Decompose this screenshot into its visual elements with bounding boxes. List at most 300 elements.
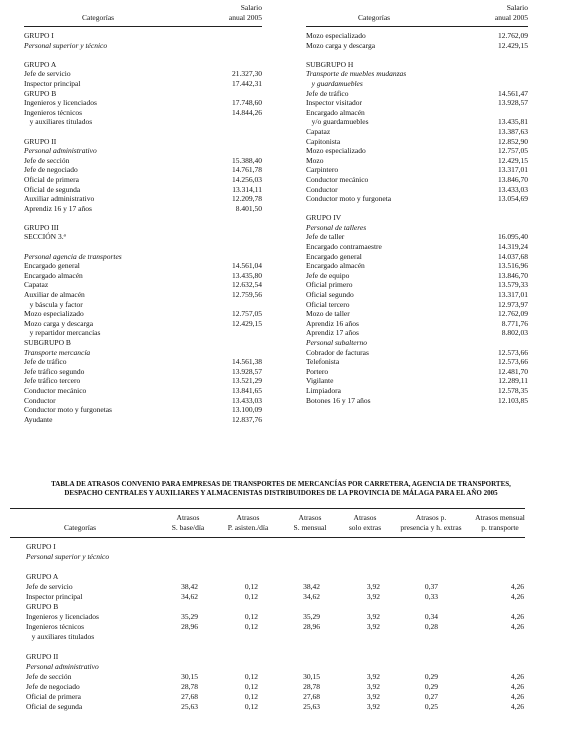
atrasos-value: 0,12	[244, 622, 258, 631]
table-row	[24, 213, 262, 223]
atrasos-value: 38,42	[181, 582, 198, 591]
salary-value: 13.317,01	[498, 290, 528, 300]
category-label: Transporte mercancía	[24, 347, 91, 357]
salary-value: 8.802,03	[501, 328, 528, 338]
table-row	[306, 213, 528, 223]
salary-value: 13.433,03	[498, 184, 528, 194]
table-row	[306, 165, 528, 175]
salary-value: 13.435,80	[232, 270, 262, 280]
atrasos-header-line: S. mensual	[293, 522, 327, 532]
category-label: Inspector principal	[26, 592, 83, 601]
category-label: GRUPO IV	[306, 213, 342, 223]
table-row	[10, 702, 525, 712]
table-row	[306, 309, 528, 319]
atrasos-table-header	[10, 508, 525, 538]
table-row	[24, 204, 262, 214]
atrasos-value: 4,26	[510, 682, 524, 691]
category-label: Inspector visitador	[306, 98, 363, 108]
category-label: y repartidor mercancías	[24, 328, 101, 338]
atrasos-value: 35,29	[181, 612, 198, 621]
left-table-body	[24, 27, 262, 424]
table-row	[24, 232, 262, 242]
table-row	[24, 319, 262, 329]
category-label: Conductor moto y furgonetas	[24, 405, 112, 415]
atrasos-header-cell	[470, 513, 530, 532]
category-label: Auxiliar de almacén	[24, 290, 85, 300]
table-row	[306, 252, 528, 262]
atrasos-header-cell	[218, 513, 278, 532]
category-label: SUBGRUPO H	[306, 59, 354, 69]
atrasos-value: 28,78	[181, 682, 198, 691]
table-row	[306, 290, 528, 300]
table-row	[24, 261, 262, 271]
category-label: Personal administrativo	[24, 146, 97, 156]
category-label: Ingenieros y licenciados	[26, 612, 99, 621]
salary-value: 13.100,09	[232, 405, 262, 415]
category-label: Personal superior y técnico	[26, 552, 110, 561]
category-label: Oficial de primera	[24, 174, 79, 184]
right-header-categorias: Categorías	[358, 13, 391, 23]
atrasos-header-line: solo extras	[348, 522, 382, 532]
table-row	[306, 117, 528, 127]
table-row	[306, 232, 528, 242]
table-row	[24, 271, 262, 281]
salary-value: 12.578,35	[498, 385, 528, 395]
salary-value: 13.846,70	[498, 174, 528, 184]
table-row	[306, 396, 528, 406]
salary-value: 12.757,05	[498, 146, 528, 156]
left-table-header	[24, 0, 262, 27]
category-label: y/o guardamuebles	[306, 117, 369, 127]
salary-value: 12.632,54	[232, 280, 262, 290]
category-label: Jefe de negociado	[24, 165, 78, 175]
table-row	[24, 69, 262, 79]
table-row	[24, 156, 262, 166]
table-row	[10, 562, 525, 572]
category-label: Portero	[306, 366, 329, 376]
table-row	[306, 175, 528, 185]
atrasos-header-cell	[395, 513, 467, 532]
table-row	[24, 348, 262, 358]
table-row	[306, 127, 528, 137]
table-row	[306, 223, 528, 233]
atrasos-value: 38,42	[303, 582, 320, 591]
table-row	[306, 137, 528, 147]
table-row	[24, 280, 262, 290]
atrasos-value: 28,78	[303, 682, 320, 691]
left-header-salario-l1: Salario	[240, 3, 262, 12]
table-row	[10, 582, 525, 592]
category-label: Vigilante	[306, 376, 334, 386]
category-label: Jefe de negociado	[26, 682, 80, 691]
atrasos-value: 25,63	[303, 702, 320, 711]
category-label: Encargado almacén	[306, 261, 365, 271]
table-row	[306, 89, 528, 99]
table-row	[10, 592, 525, 602]
table-row	[10, 552, 525, 562]
table-row	[306, 242, 528, 252]
category-label: Auxiliar administrativo	[24, 194, 95, 204]
category-label: Jefe tráfico tercero	[24, 376, 81, 386]
salary-value: 8.401,50	[235, 203, 262, 213]
left-header-salario	[229, 3, 262, 22]
atrasos-value: 4,26	[510, 592, 524, 601]
category-label: Oficial de segunda	[26, 702, 83, 711]
salary-value: 14.561,04	[232, 261, 262, 271]
category-label: GRUPO I	[26, 542, 56, 551]
table-row	[306, 79, 528, 89]
salary-value: 14.256,03	[232, 174, 262, 184]
table-row	[306, 50, 528, 60]
table-row	[306, 271, 528, 281]
atrasos-value: 0,33	[424, 592, 438, 601]
table-row	[306, 376, 528, 386]
salary-value: 13.928,57	[498, 98, 528, 108]
table-row	[10, 602, 525, 612]
table-row	[306, 69, 528, 79]
salary-value: 13.846,70	[498, 270, 528, 280]
salary-value: 14.761,78	[232, 165, 262, 175]
salary-value: 12.757,05	[232, 309, 262, 319]
category-label: GRUPO B	[26, 602, 59, 611]
category-label: GRUPO II	[24, 136, 57, 146]
table-row	[306, 367, 528, 377]
category-label: Jefe de tráfico	[24, 357, 67, 367]
category-label: Carpintero	[306, 165, 339, 175]
table-row	[10, 652, 525, 662]
salary-value: 13.516,96	[498, 261, 528, 271]
atrasos-header-line: Atrasos	[298, 513, 322, 522]
salary-value: 14.037,68	[498, 251, 528, 261]
left-header-categorias: Categorías	[82, 13, 115, 23]
salary-value: 12.429,15	[498, 40, 528, 50]
salary-value: 12.209,78	[232, 194, 262, 204]
category-label: Personal administrativo	[26, 662, 99, 671]
salary-value: 12.103,85	[498, 395, 528, 405]
category-label: Jefe de equipo	[306, 270, 350, 280]
category-label: Inspector principal	[24, 78, 81, 88]
category-label: Encargado almacén	[24, 270, 83, 280]
salary-value: 13.435,81	[498, 117, 528, 127]
salary-value: 17.442,31	[232, 78, 262, 88]
table-row	[306, 328, 528, 338]
table-row	[10, 572, 525, 582]
table-row	[306, 338, 528, 348]
atrasos-value: 4,26	[510, 692, 524, 701]
salary-value: 12.852,90	[498, 136, 528, 146]
atrasos-value: 4,26	[510, 612, 524, 621]
title-line-1: TABLA DE ATRASOS CONVENIO PARA EMPRESAS DE TRANSPORTES DE MERCANCÍAS POR CARRETERA, AGENCIA DE TRANSPORTES,	[51, 480, 511, 488]
category-label: Conductor	[306, 184, 338, 194]
atrasos-header-cell	[340, 513, 390, 532]
atrasos-value: 34,62	[181, 592, 198, 601]
category-label: Capataz	[24, 280, 49, 290]
atrasos-value: 3,92	[366, 612, 380, 621]
salary-value: 12.481,70	[498, 366, 528, 376]
table-row	[24, 137, 262, 147]
category-label: Mozo especializado	[306, 31, 366, 40]
salary-value: 12.289,11	[498, 376, 528, 386]
category-label: Encargado almacén	[306, 107, 365, 117]
category-label: Mozo especializado	[306, 146, 366, 156]
category-label: y báscula y factor	[24, 299, 83, 309]
salary-value: 14.561,38	[232, 357, 262, 367]
atrasos-value: 0,28	[424, 622, 438, 631]
table-row	[306, 41, 528, 51]
atrasos-value: 27,68	[181, 692, 198, 701]
atrasos-value: 3,92	[366, 702, 380, 711]
category-label: Jefe de servicio	[26, 582, 73, 591]
table-row	[306, 386, 528, 396]
table-row	[24, 405, 262, 415]
category-label: y guardamuebles	[306, 78, 363, 88]
table-row	[306, 60, 528, 70]
right-header-salario	[495, 3, 528, 22]
table-row	[306, 146, 528, 156]
salary-value: 13.841,65	[232, 385, 262, 395]
category-label: GRUPO A	[26, 572, 59, 581]
atrasos-value: 3,92	[366, 672, 380, 681]
category-label: Jefe tráfico segundo	[24, 366, 85, 376]
atrasos-header-line: Atrasos	[176, 513, 200, 522]
atrasos-value: 4,26	[510, 672, 524, 681]
table-row	[306, 156, 528, 166]
table-row	[10, 692, 525, 702]
atrasos-header-line: p. transporte	[481, 522, 519, 532]
table-row	[24, 396, 262, 406]
atrasos-value: 3,92	[366, 622, 380, 631]
table-row	[24, 127, 262, 137]
category-label: Conductor moto y furgoneta	[306, 194, 392, 204]
category-label: Ingenieros técnicos	[24, 107, 83, 117]
salary-value: 12.837,76	[232, 414, 262, 424]
table-row	[24, 79, 262, 89]
table-row	[306, 98, 528, 108]
category-label: GRUPO III	[24, 222, 59, 232]
right-table-header	[306, 0, 528, 27]
table-row	[24, 357, 262, 367]
table-row	[24, 108, 262, 118]
salary-value: 12.759,56	[232, 290, 262, 300]
atrasos-value: 3,92	[366, 592, 380, 601]
atrasos-value: 0,12	[244, 702, 258, 711]
category-label: Encargado general	[24, 261, 80, 271]
atrasos-value: 0,12	[244, 692, 258, 701]
table-row	[10, 672, 525, 682]
table-row	[24, 415, 262, 425]
atrasos-value: 0,12	[244, 672, 258, 681]
salary-value: 12.973,97	[498, 299, 528, 309]
salary-value: 8.771,76	[501, 318, 528, 328]
category-label: Personal subalterno	[306, 338, 368, 347]
table-row	[306, 194, 528, 204]
atrasos-value: 30,15	[303, 672, 320, 681]
atrasos-header-cell	[30, 523, 130, 533]
atrasos-value: 28,96	[181, 622, 198, 631]
category-label: y auxiliares titulados	[26, 632, 95, 641]
table-row	[10, 682, 525, 692]
category-label: Limpiadora	[306, 385, 341, 395]
salary-value: 21.327,30	[232, 69, 262, 79]
category-label: Aprendiz 16 años	[306, 318, 359, 328]
salary-value: 13.317,01	[498, 165, 528, 175]
atrasos-value: 0,12	[244, 612, 258, 621]
atrasos-header-line: Atrasos mensual	[475, 513, 525, 522]
table-row	[10, 612, 525, 622]
atrasos-value: 28,96	[303, 622, 320, 631]
salary-value: 14.844,26	[232, 107, 262, 117]
table-row	[306, 348, 528, 358]
category-label: Transporte de muebles mudanzas	[306, 69, 407, 79]
right-header-salario-l1: Salario	[506, 3, 528, 12]
category-label: Conductor mecánico	[306, 174, 369, 184]
atrasos-header-line: Atrasos	[236, 513, 260, 522]
left-salary-table	[24, 0, 262, 424]
salary-value: 17.748,60	[232, 98, 262, 108]
salary-value: 13.314,11	[232, 184, 262, 194]
salary-value: 15.388,40	[232, 155, 262, 165]
table-row	[306, 185, 528, 195]
category-label: Ayudante	[24, 414, 53, 424]
category-label: SUBGRUPO B	[24, 338, 71, 347]
salary-value: 12.762,09	[498, 309, 528, 319]
table-row	[10, 632, 525, 642]
table-row	[24, 376, 262, 386]
category-label: Mozo carga y descarga	[306, 40, 376, 50]
category-label: Oficial tercero	[306, 299, 350, 309]
table-row	[10, 662, 525, 672]
table-row	[306, 108, 528, 118]
table-row	[24, 367, 262, 377]
table-row	[24, 60, 262, 70]
left-header-salario-l2: anual 2005	[228, 12, 262, 22]
category-label: Mozo	[306, 155, 324, 165]
category-label: Oficial de segunda	[24, 184, 81, 194]
atrasos-header-line: Atrasos p.	[415, 513, 447, 522]
atrasos-header-line: S. base/día	[171, 522, 205, 532]
category-label: Jefe de sección	[26, 672, 72, 681]
atrasos-value: 4,26	[510, 582, 524, 591]
category-label: Encargado general	[306, 251, 362, 261]
atrasos-header-line: Categorías	[63, 523, 97, 532]
table-row	[24, 165, 262, 175]
right-salary-table	[306, 0, 528, 405]
category-label: Oficial de primera	[26, 692, 81, 701]
right-header-salario-l2: anual 2005	[494, 12, 528, 22]
category-label: Aprendiz 16 y 17 años	[24, 203, 92, 213]
category-label: Personal de talleres	[306, 222, 367, 232]
atrasos-value: 0,12	[244, 592, 258, 601]
salary-value: 12.573,66	[498, 347, 528, 357]
table-row	[24, 50, 262, 60]
category-label: Personal agencia de transportes	[24, 251, 122, 261]
category-label: Mozo carga y descarga	[24, 318, 94, 328]
atrasos-header-cell	[282, 513, 338, 532]
atrasos-header-line: P. asisten./día	[227, 522, 269, 532]
atrasos-header-cell	[160, 513, 216, 532]
table-row	[10, 542, 525, 552]
table-row	[10, 622, 525, 632]
title-line-2: DESPACHO CENTRALES Y AUXILIARES Y ALMACENISTAS DISTRIBUIDORES DE LA PROVINCIA DE MÁLAGA PARA EL AÑO 2005	[64, 489, 498, 497]
table-row	[24, 185, 262, 195]
table-row	[24, 309, 262, 319]
atrasos-header-line: Atrasos	[353, 513, 377, 522]
category-label: Cobrador de facturas	[306, 347, 369, 357]
category-label: Aprendiz 17 años	[306, 328, 359, 338]
table-row	[24, 89, 262, 99]
atrasos-value: 3,92	[366, 692, 380, 701]
category-label: Oficial primero	[306, 280, 353, 290]
salary-value: 12.573,66	[498, 357, 528, 367]
category-label: Mozo de taller	[306, 309, 350, 319]
table-row	[24, 117, 262, 127]
category-label: y auxiliares titulados	[24, 117, 93, 127]
category-label: Jefe de servicio	[24, 69, 71, 79]
table-row	[24, 242, 262, 252]
category-label: Encargado contramaestre	[306, 242, 382, 252]
atrasos-value: 4,26	[510, 702, 524, 711]
salary-value: 13.928,57	[232, 366, 262, 376]
salary-value: 16.095,40	[498, 232, 528, 242]
category-label: Conductor mecánico	[24, 385, 87, 395]
atrasos-header-line: presencia y h. extras	[400, 522, 462, 532]
salary-value: 13.054,69	[498, 194, 528, 204]
table-row	[24, 290, 262, 300]
category-label: Personal superior y técnico	[24, 40, 108, 50]
category-label: Jefe de taller	[306, 232, 345, 242]
category-label: Conductor	[24, 395, 56, 405]
atrasos-value: 0,27	[424, 692, 438, 701]
atrasos-value: 25,63	[181, 702, 198, 711]
atrasos-value: 3,92	[366, 682, 380, 691]
atrasos-value: 30,15	[181, 672, 198, 681]
category-label: Oficial segundo	[306, 290, 354, 300]
right-table-body	[306, 27, 528, 405]
atrasos-table	[10, 508, 525, 712]
table-row	[24, 338, 262, 348]
table-row	[24, 31, 262, 41]
table-row	[24, 98, 262, 108]
table-row	[24, 194, 262, 204]
atrasos-value: 35,29	[303, 612, 320, 621]
table-row	[24, 175, 262, 185]
salary-value: 12.429,15	[232, 318, 262, 328]
salary-value: 14.319,24	[498, 242, 528, 252]
table-row	[306, 31, 528, 41]
table-row	[24, 41, 262, 51]
atrasos-value: 0,37	[424, 582, 438, 591]
category-label: GRUPO B	[24, 88, 57, 98]
atrasos-value: 27,68	[303, 692, 320, 701]
table-row	[24, 328, 262, 338]
salary-value: 12.762,09	[498, 31, 528, 40]
salary-value: 13.433,03	[232, 395, 262, 405]
atrasos-value: 0,12	[244, 682, 258, 691]
table-row	[306, 280, 528, 290]
atrasos-table-title	[0, 480, 562, 498]
atrasos-value: 0,29	[424, 682, 438, 691]
table-row	[306, 357, 528, 367]
atrasos-value: 0,25	[424, 702, 438, 711]
category-label: Ingenieros y licenciados	[24, 98, 97, 108]
category-label: GRUPO I	[24, 31, 54, 40]
atrasos-value: 3,92	[366, 582, 380, 591]
atrasos-value: 4,26	[510, 622, 524, 631]
atrasos-value: 0,12	[244, 582, 258, 591]
salary-value: 13.579,33	[498, 280, 528, 290]
salary-value: 14.561,47	[498, 88, 528, 98]
category-label: Telefonista	[306, 357, 340, 367]
